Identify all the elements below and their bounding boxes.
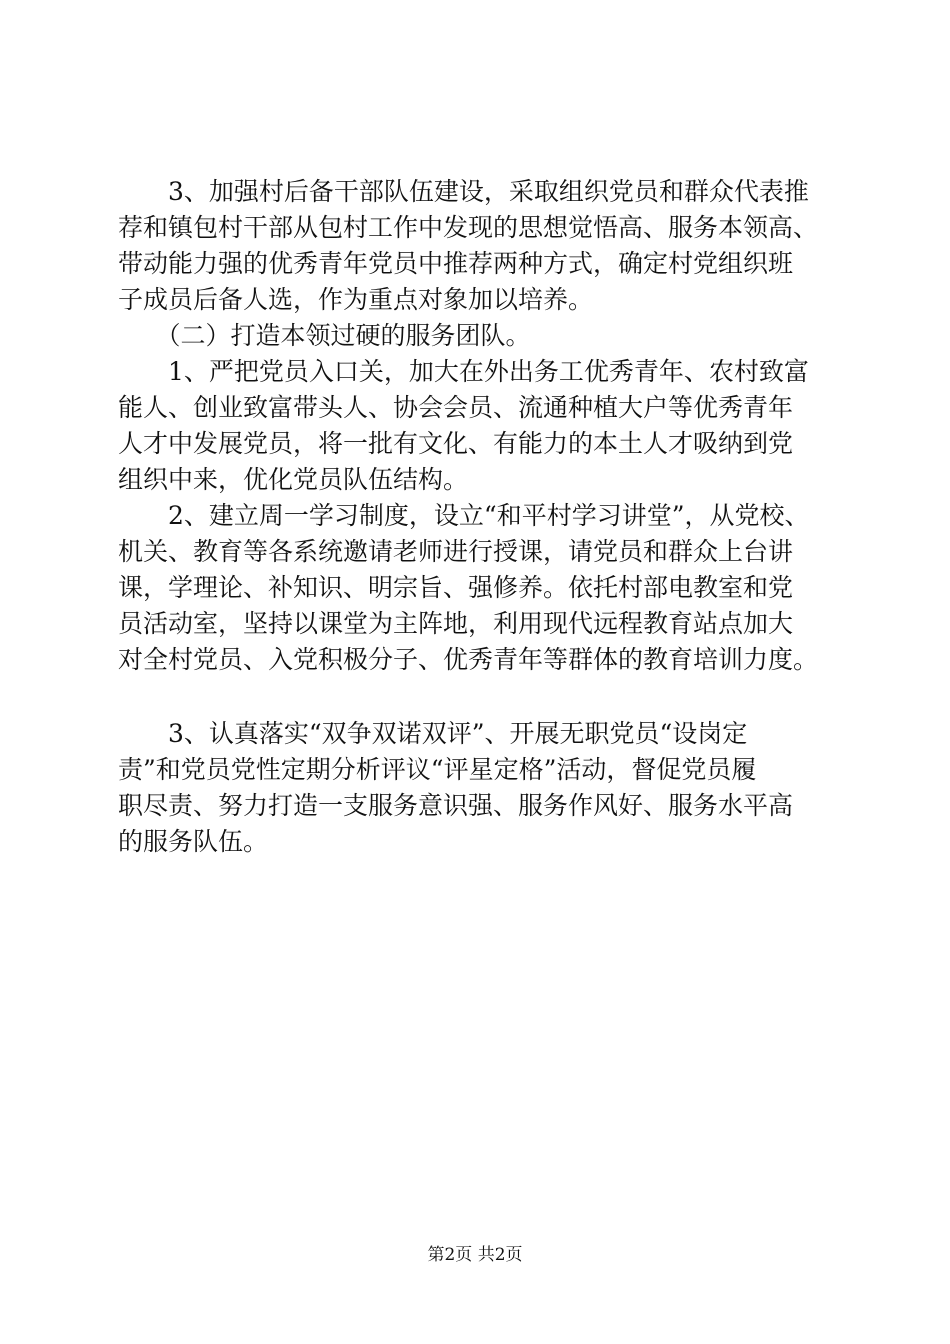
text-line: 3、认真落实“双争双诺双评”、开展无职党员“设岗定: [118, 719, 748, 748]
text-line: 人才中发展党员，将一批有文化、有能力的本土人才吸纳到党: [118, 429, 794, 458]
page-footer: 第2页 共2页: [427, 1245, 523, 1265]
section-heading: （二）打造本领过硬的服务团队。: [118, 321, 531, 350]
paragraph-gap: [118, 678, 853, 716]
text-line: 责”和党员党性定期分析评议“评星定格”活动，督促党员履: [118, 755, 757, 784]
text-line: 带动能力强的优秀青年党员中推荐两种方式，确定村党组织班: [118, 249, 794, 278]
text-line: 子成员后备人选，作为重点对象加以培养。: [118, 285, 594, 314]
text-line: 机关、教育等各系统邀请老师进行授课，请党员和群众上台讲: [118, 537, 794, 566]
text-line: 2、建立周一学习制度，设立“和平村学习讲堂”，从党校、: [118, 501, 810, 530]
text-line: 组织中来，优化党员队伍结构。: [118, 465, 469, 494]
document-body: [118, 174, 853, 860]
text-line: 的服务队伍。: [118, 827, 269, 856]
text-line: 3、加强村后备干部队伍建设，采取组织党员和群众代表推: [118, 177, 809, 206]
text-line: 对全村党员、入党积极分子、优秀青年等群体的教育培训力度。: [118, 645, 819, 674]
text-line: 职尽责、努力打造一支服务意识强、服务作风好、服务水平高: [118, 791, 794, 820]
text-line: 能人、创业致富带头人、协会会员、流通种植大户等优秀青年: [118, 393, 794, 422]
text-line: 1、严把党员入口关，加大在外出务工优秀青年、农村致富: [118, 357, 809, 386]
text-line: 员活动室，坚持以课堂为主阵地，利用现代远程教育站点加大: [118, 609, 794, 638]
text-line: 荐和镇包村干部从包村工作中发现的思想觉悟高、服务本领高、: [118, 213, 819, 242]
text-line: 课，学理论、补知识、明宗旨、强修养。依托村部电教室和党: [118, 573, 794, 602]
